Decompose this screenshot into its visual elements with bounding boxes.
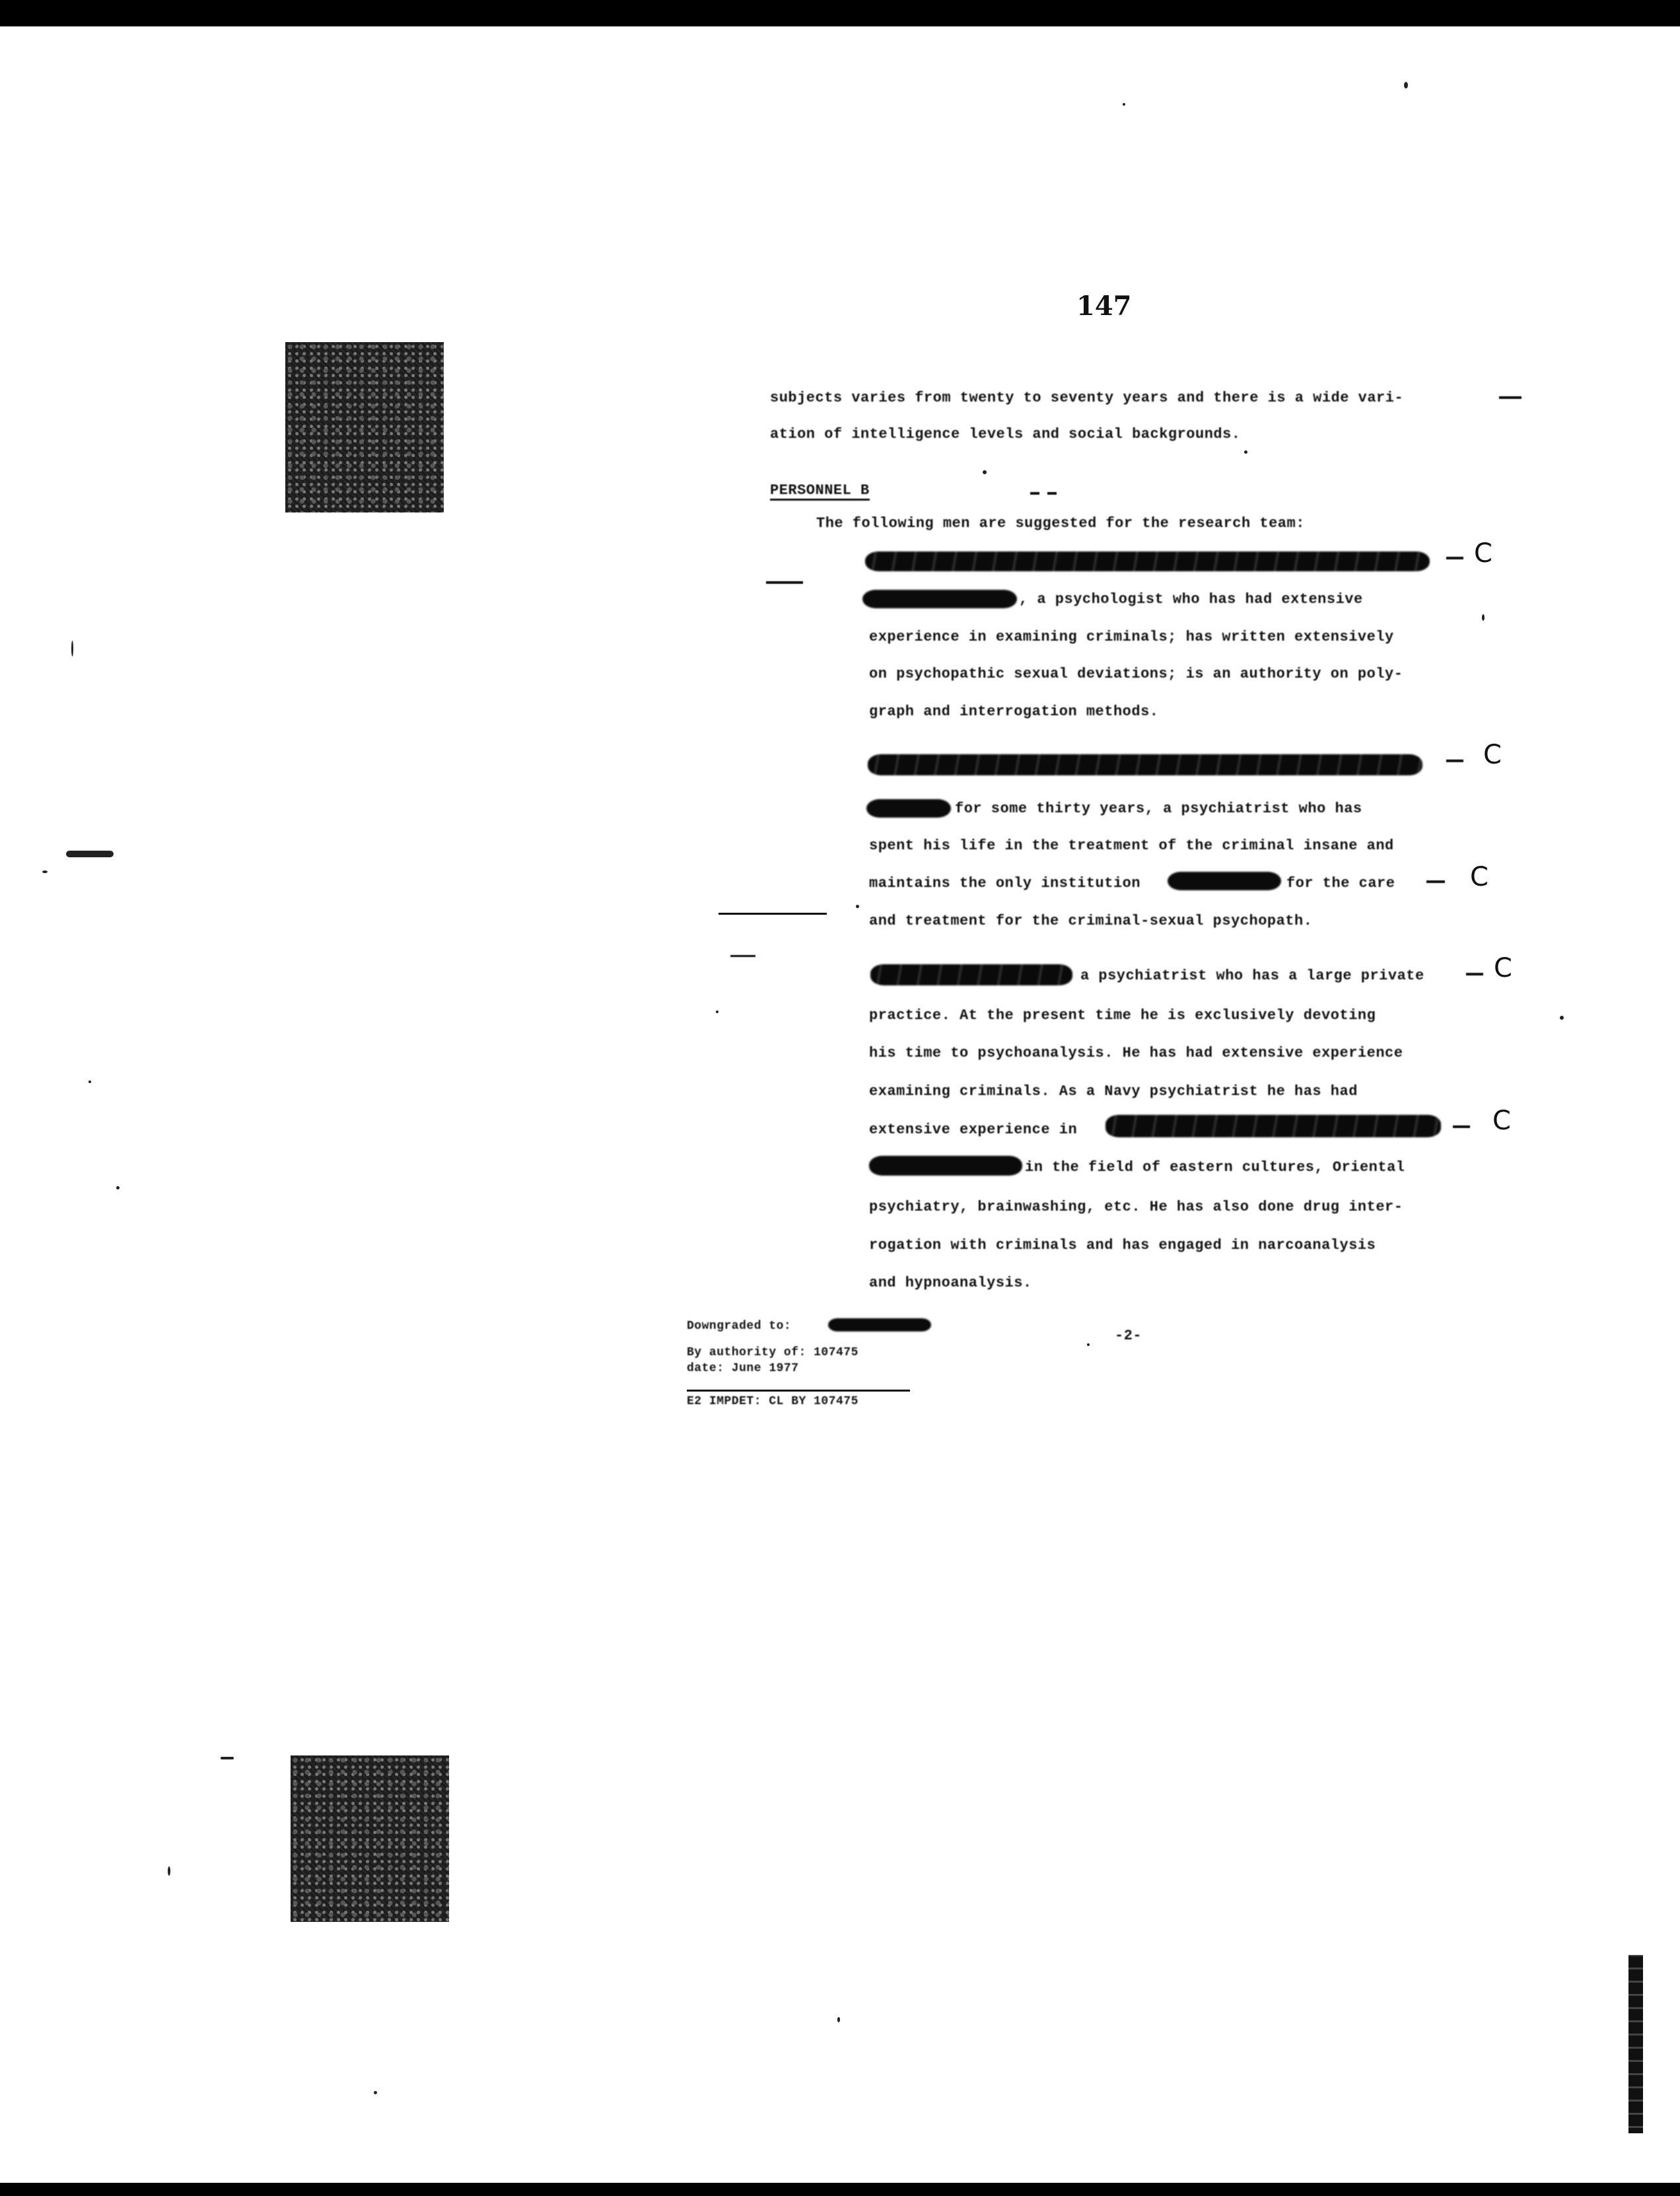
body-line-2: ation of intelligence levels and social backgrounds. bbox=[770, 426, 1241, 443]
entry-1-line-2: experience in examining criminals; has written extensively bbox=[869, 629, 1394, 645]
redaction-bar bbox=[865, 551, 1430, 571]
margin-dash bbox=[730, 955, 755, 957]
downgrade-line-1: Downgraded to: bbox=[687, 1320, 792, 1333]
entry-1-line-1: , a psychologist who has had extensive bbox=[1019, 591, 1363, 608]
margin-dash bbox=[766, 581, 803, 584]
entry-3-line-7: psychiatry, brainwashing, etc. He has also done drug inter- bbox=[869, 1199, 1403, 1215]
impdet-line: E2 IMPDET: CL BY 107475 bbox=[687, 1395, 858, 1408]
entry-3-line-3: his time to psychoanalysis. He has had extensive experience bbox=[869, 1045, 1403, 1061]
entry-1-line-3: on psychopathic sexual deviations; is an authority on poly- bbox=[869, 666, 1403, 682]
body-line-1: subjects varies from twenty to seventy years and there is a wide vari- bbox=[770, 390, 1404, 406]
scan-speck bbox=[716, 1010, 718, 1013]
entry-3-line-9: and hypnoanalysis. bbox=[869, 1275, 1032, 1291]
margin-c-mark: C bbox=[1470, 862, 1488, 892]
margin-c-mark: C bbox=[1492, 1106, 1511, 1136]
margin-dash bbox=[1499, 396, 1522, 399]
margin-dash bbox=[1047, 492, 1057, 495]
scan-speck bbox=[116, 1186, 120, 1189]
margin-dash bbox=[1426, 880, 1445, 883]
scan-speck bbox=[1087, 1343, 1090, 1346]
entry-1-line-4: graph and interrogation methods. bbox=[869, 703, 1159, 720]
entry-3-line-5: extensive experience in bbox=[869, 1121, 1078, 1138]
redaction-bar bbox=[862, 590, 1017, 608]
margin-dash bbox=[1446, 760, 1463, 762]
margin-dash bbox=[1446, 557, 1463, 559]
redaction-bar bbox=[1105, 1115, 1441, 1137]
scan-speck bbox=[66, 851, 114, 857]
page-label: -2- bbox=[1115, 1328, 1142, 1344]
footer-rule bbox=[687, 1390, 910, 1392]
scan-speck bbox=[1560, 1016, 1564, 1020]
top-scan-border bbox=[0, 0, 1680, 26]
downgrade-line-2: By authority of: 107475 bbox=[687, 1346, 858, 1359]
scan-speck bbox=[221, 1757, 234, 1759]
entry-2-line-1: for some thirty years, a psychiatrist who has bbox=[955, 800, 1362, 817]
margin-c-mark: C bbox=[1483, 740, 1502, 770]
downgrade-line-3: date: June 1977 bbox=[687, 1362, 799, 1375]
scan-edge-strip bbox=[1628, 1955, 1643, 2133]
entry-2-line-2: spent his life in the treatment of the criminal insane and bbox=[869, 837, 1394, 854]
scan-speck bbox=[856, 905, 859, 908]
redaction-bar bbox=[870, 964, 1072, 985]
entry-2-line-4: and treatment for the criminal-sexual psychopath. bbox=[869, 913, 1313, 929]
photo-patch-top bbox=[285, 342, 444, 513]
section-heading: PERSONNEL B bbox=[770, 482, 870, 501]
entry-3-line-2: practice. At the present time he is exclusively devoting bbox=[869, 1007, 1376, 1024]
entry-3-line-6: in the field of eastern cultures, Oriental bbox=[1025, 1159, 1405, 1176]
margin-dash bbox=[1030, 492, 1039, 495]
scan-speck bbox=[837, 2017, 840, 2022]
entry-3-line-4: examining criminals. As a Navy psychiatrist he has had bbox=[869, 1083, 1358, 1100]
scan-speck bbox=[168, 1866, 170, 1876]
scan-speck bbox=[88, 1080, 91, 1083]
scan-speck bbox=[1482, 614, 1485, 621]
scan-speck bbox=[71, 641, 73, 656]
margin-c-mark: C bbox=[1474, 538, 1492, 569]
scan-speck bbox=[1244, 450, 1247, 454]
photo-patch-bottom bbox=[291, 1755, 449, 1922]
entry-3-line-8: rogation with criminals and has engaged in narcoanalysis bbox=[869, 1237, 1376, 1254]
scan-speck bbox=[42, 870, 48, 873]
scan-speck bbox=[1123, 103, 1125, 106]
scan-speck bbox=[1404, 82, 1408, 89]
entry-2-line-3: maintains the only institution bbox=[869, 875, 1141, 892]
page-number: 147 bbox=[1076, 291, 1132, 322]
margin-c-mark: C bbox=[1494, 953, 1512, 983]
entry-3-line-1: a psychiatrist who has a large private bbox=[1080, 968, 1424, 984]
scan-speck bbox=[983, 470, 987, 474]
margin-rule bbox=[718, 913, 827, 915]
redaction-bar bbox=[1168, 872, 1281, 890]
entry-2-line-3-cont: for the care bbox=[1286, 875, 1395, 892]
bottom-scan-border bbox=[0, 2183, 1680, 2196]
intro-line: The following men are suggested for the research team: bbox=[816, 515, 1305, 532]
redaction-bar bbox=[868, 754, 1422, 775]
scan-speck bbox=[374, 2091, 377, 2094]
redaction-bar bbox=[866, 799, 951, 818]
redaction-bar bbox=[828, 1318, 931, 1331]
margin-dash bbox=[1466, 973, 1483, 975]
redaction-bar bbox=[869, 1156, 1022, 1176]
margin-dash bbox=[1453, 1125, 1470, 1128]
